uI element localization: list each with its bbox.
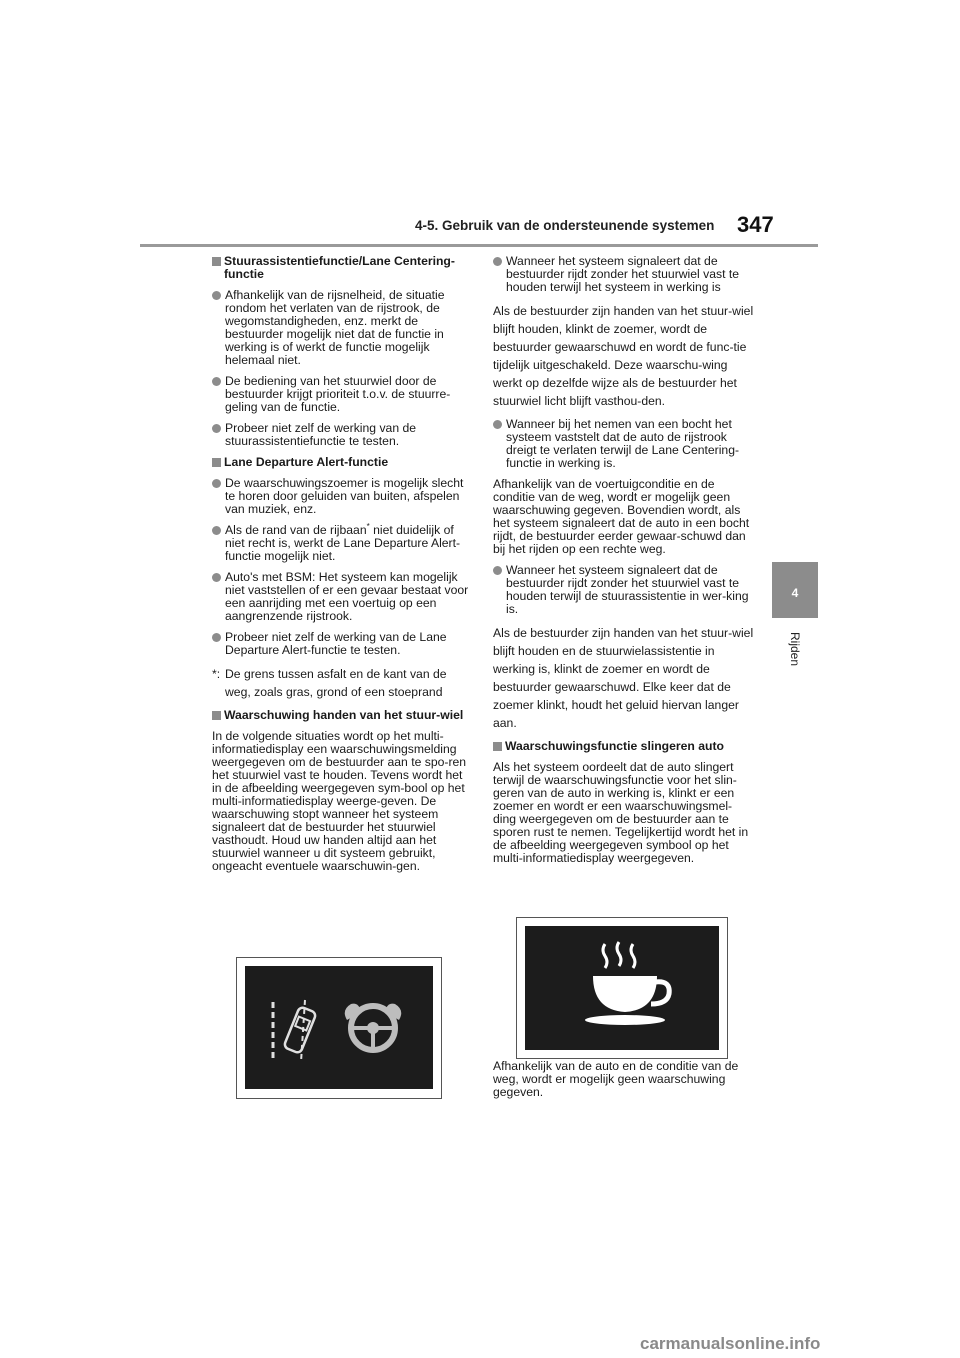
bullet-item: Probeer niet zelf de werking van de stuurassistentiefunctie te testen. [212, 422, 470, 448]
bullet-item: Auto's met BSM: Het systeem kan mogelijk niet vaststellen of er een gevaar bestaat voor een aanrijding met een voertuig op een aangrenzende rijstrook. [212, 571, 470, 623]
footnote-mark: *: [212, 667, 221, 681]
bullet-text: Als de rand van de rijbaan [225, 523, 367, 537]
bullet-item: Wanneer het systeem signaleert dat de bestuurder rijdt zonder het stuurwiel vast te houden terwijl de stuurassistentie in wer-king is. [493, 564, 755, 616]
footnote-text: De grens tussen asfalt en de kant van de weg, zoals gras, grond of een stoeprand [225, 667, 447, 699]
bullet-item: De waarschuwingszoemer is mogelijk slecht te horen door geluiden van buiten, afspelen van muziek, enz. [212, 477, 470, 516]
bullet-item: Wanneer het systeem signaleert dat de bestuurder rijdt zonder het stuurwiel vast te houden terwijl het systeem in werking is [493, 255, 755, 294]
chapter-tab[interactable]: 4 [772, 562, 818, 618]
paragraph: In de volgende situaties wordt op het multi-informatiedisplay een waarschuwingsmelding weergegeven om de bestuurder aan te spo-ren het stuurwiel vast te houden. Tevens wordt het in de afbeelding weergegeven sym-bool op het multi-informatiedisplay weerge-geven. De waarschuwing stopt wanneer het systeem signaleert dat de bestuurder het stuurwiel vasthoudt. Houd uw handen altijd aan het stuurwiel wanneer u dit systeem gebruikt, ongeacht eventuele waarschuwin-gen. [212, 729, 467, 873]
section-header-title: 4-5. Gebruik van de ondersteunende systemen [415, 218, 715, 233]
paragraph: Als de bestuurder zijn handen van het stuur-wiel blijft houden, klinkt de zoemer, wordt de bestuurder gewaarschuwd en wordt de func-tie tijdelijk uitgeschakeld. Deze waarschu-wing werkt op dezelfde wijze als de bestuurder het stuurwiel licht blijft vasthou-den. [493, 304, 754, 408]
right-column [493, 255, 755, 873]
driver-sway-warning-illustration [516, 917, 728, 1059]
bullet-item: De bediening van het stuurwiel door de bestuurder krijgt prioriteit t.o.v. de stuurre-geling van de functie. [212, 375, 470, 414]
footnote [212, 665, 470, 701]
section-heading: Lane Departure Alert-functie [212, 456, 470, 469]
lane-departure-car-icon [273, 1000, 317, 1062]
header-rule [140, 244, 818, 247]
section-heading: Stuurassistentiefunctie/Lane Centering-functie [212, 255, 470, 281]
paragraph: Als de bestuurder zijn handen van het stuur-wiel blijft houden en de stuurwielassistentie in werking is, klinkt de zoemer en wordt de bestuurder gewaarschuwd. Elke keer dat de zoemer klinkt, houdt het geluid hiervan langer aan. [493, 626, 754, 730]
closing-paragraph: Afhankelijk van de auto en de conditie van de weg, wordt er mogelijk geen waarschuwing gegeven. [493, 1059, 739, 1099]
hands-off-steering-wheel-icon [345, 1004, 402, 1050]
bullet-item: Probeer niet zelf de werking van de Lane Departure Alert-functie te testen. [212, 631, 470, 657]
paragraph: Afhankelijk van de voertuigconditie en de conditie van de weg, wordt er mogelijk geen waarschuwing gegeven. Bovendien wordt, als het systeem signaleert dat de auto in een bocht rijdt, de bestuurder eerder gewaar-schuwd dan bij het rijden op een rechte weg. [493, 477, 750, 556]
display-screen [245, 966, 433, 1089]
watermark: carmanualsonline.info [640, 1334, 821, 1353]
bullet-item: Wanneer bij het nemen van een bocht het systeem vaststelt dat de auto de rijstrook dreigt te verlaten terwijl de Lane Centering-functie in werking is. [493, 418, 755, 470]
footnote-ref: * [366, 521, 370, 531]
left-column [212, 255, 470, 881]
page-number: 347 [737, 212, 774, 237]
hands-off-warning-illustration [236, 957, 442, 1099]
paragraph: Als het systeem oordeelt dat de auto slingert terwijl de waarschuwingsfunctie voor het slin-geren van de auto in werking is, klinkt er een zoemer en wordt er een waarschuwingsmel-ding weergegeven om de bestuurder aan te sporen rust te nemen. Tegelijkertijd wordt het in de afbeelding weergegeven symbool op het multi-informatiedisplay weergegeven. [493, 760, 749, 865]
bullet-item: Afhankelijk van de rijsnelheid, de situatie rondom het verlaten van de rijstrook, de wegomstandigheden, enz. merkt de bestuurder mogelijk niet dat de functie in werking is of werkt de functie mogelijk helemaal niet. [212, 289, 470, 367]
coffee-cup-icon [525, 926, 719, 1050]
display-screen [525, 926, 719, 1050]
bullet-item [212, 521, 470, 563]
bullet-text: niet duidelijk of niet recht is, werkt de Lane Departure Alert-functie mogelijk niet. [225, 523, 461, 563]
section-heading: Waarschuwingsfunctie slingeren auto [493, 740, 755, 753]
chapter-label: Rijden [788, 632, 802, 667]
section-heading: Waarschuwing handen van het stuur-wiel [212, 709, 470, 722]
